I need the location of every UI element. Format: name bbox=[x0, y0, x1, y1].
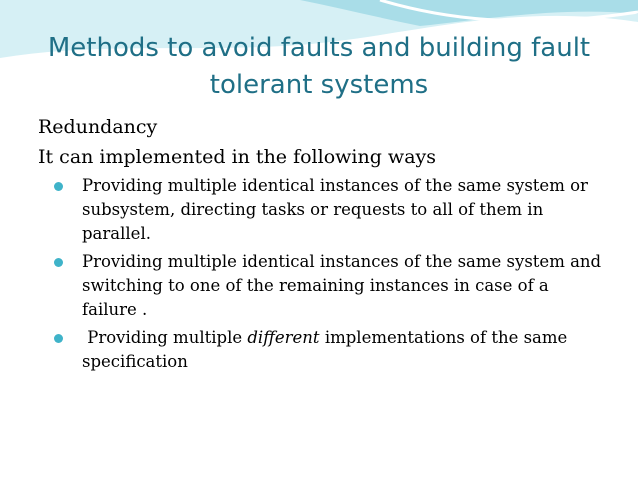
bullet-text-2: Providing multiple identical instances of the same system and switching to one of the remaining instances in case of a failure . bbox=[82, 252, 602, 319]
intro-line: It can implemented in the following ways bbox=[38, 146, 437, 168]
bullet-text-3-after: implementations of the same specification bbox=[82, 328, 568, 371]
bullet-item-3 bbox=[46, 326, 608, 374]
bullet-dot-icon bbox=[54, 334, 63, 343]
bullet-text-3-emphasis: different bbox=[247, 328, 320, 347]
slide-content bbox=[38, 112, 608, 378]
bullet-dot-icon bbox=[54, 182, 63, 191]
section-heading: Redundancy bbox=[38, 116, 158, 138]
slide-title: Methods to avoid faults and building fault tolerant systems bbox=[47, 33, 591, 100]
bullet-text-3-before: Providing multiple bbox=[82, 328, 248, 347]
bullet-dot-icon bbox=[54, 258, 63, 267]
bullet-item-2 bbox=[46, 250, 608, 322]
bullet-list bbox=[38, 174, 608, 374]
bullet-text-1: Providing multiple identical instances of the same system or subsystem, directing tasks or requests to all of them in parallel. bbox=[82, 176, 588, 243]
bullet-item-1 bbox=[46, 174, 608, 246]
